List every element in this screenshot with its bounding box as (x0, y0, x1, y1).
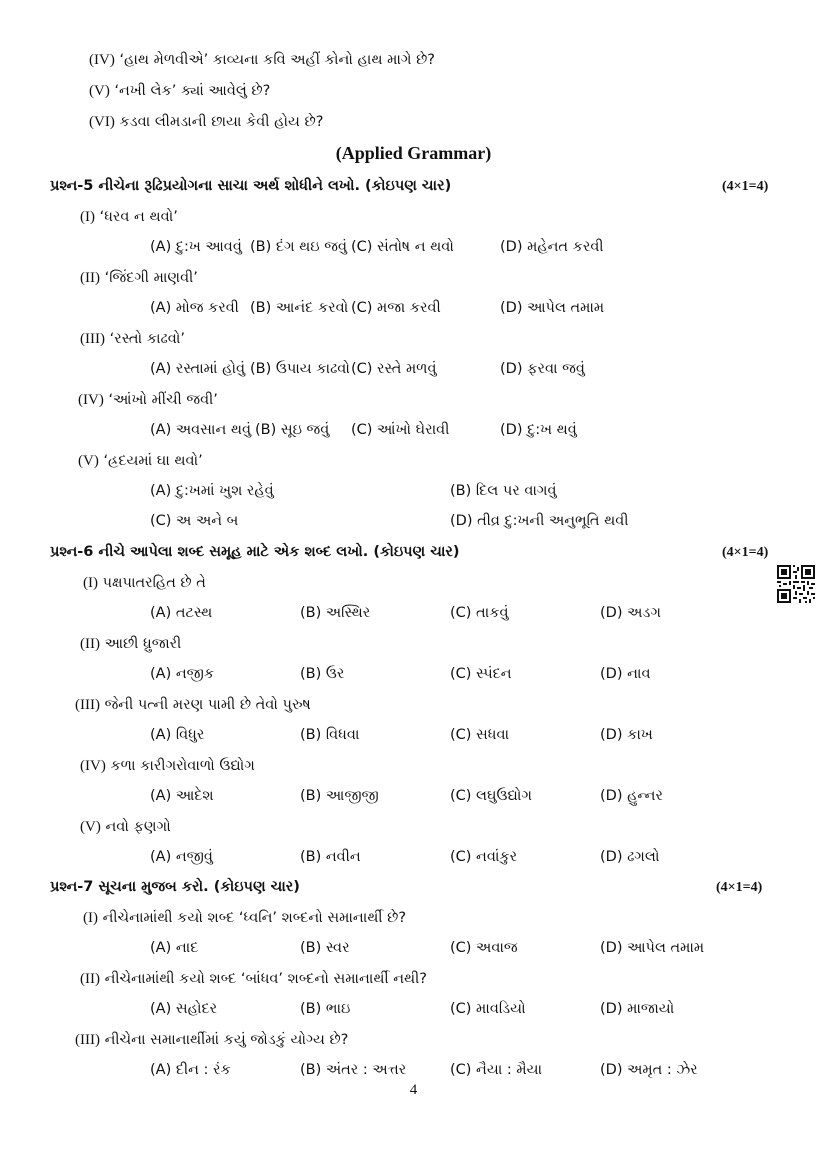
q6-item-4 (80, 756, 255, 776)
option-c: (C) માવડિયો (450, 1001, 526, 1017)
qr-code (777, 565, 815, 603)
q5-marks: (4×1=4) (722, 179, 769, 194)
option-c: (C) નૈયા : મૈયા (450, 1062, 543, 1078)
item-text: નીચેનામાંથી કયો શબ્દ ‘બાંધવ’ શબ્દનો સમાનાર્થી નથી? (104, 971, 427, 987)
option-b: (B) દિલ પર વાગવું (450, 483, 557, 499)
item-number: (I) (83, 575, 98, 591)
item-text: ‘ધરવ ન થવો’ (99, 209, 178, 225)
item-number: (III) (80, 331, 105, 347)
item-number: (I) (83, 910, 98, 926)
option-b: (B) દંગ થઇ જવું (250, 239, 347, 255)
item-text: જેની પત્ની મરણ પામી છે તેવો પુરુષ (104, 697, 311, 713)
item-number: (III) (75, 697, 100, 713)
option-c: (C) નવાંકુર (450, 849, 518, 865)
q5-item-5 (78, 451, 203, 471)
item-text: પક્ષપાતરહિત છે તે (102, 575, 206, 591)
question-v (89, 81, 270, 101)
option-d: (D) નાવ (600, 666, 651, 682)
item-text: કળા કારીગરોવાળો ઉદ્યોગ (110, 758, 255, 774)
option-d: (D) ઢગલો (600, 849, 660, 865)
option-d: (D) અડગ (600, 605, 661, 621)
option-c: (C) સધવા (450, 727, 510, 743)
option-c: (C) તાકવું (450, 605, 509, 621)
option-b: (B) સ્વર (300, 940, 350, 956)
item-number: (V) (80, 819, 101, 835)
q7-item-3 (75, 1030, 348, 1050)
option-c: (C) આંખો ઘેરાવી (351, 422, 450, 438)
q5-item-2 (80, 268, 198, 288)
q6-item-3 (75, 695, 311, 715)
option-d: (D) માજાયો (600, 1001, 675, 1017)
option-a: (A) રસ્તામાં હોવું (150, 361, 246, 377)
option-a: (A) નાદ (150, 940, 199, 956)
option-b: (B) આનંદ કરવો (250, 300, 349, 316)
option-c: (C) સ્પંદન (450, 666, 512, 682)
option-a: (A) દુ:ખમાં ખુશ રહેવું (150, 483, 274, 499)
option-c: (C) સંતોષ ન થવો (351, 239, 454, 255)
q7-marks: (4×1=4) (716, 880, 763, 895)
page-number: 4 (409, 1082, 418, 1098)
item-text: નીચેના સમાનાર્થીમાં કયું જોડકું યોગ્ય છે? (104, 1032, 349, 1048)
q6-item-2 (80, 634, 181, 654)
option-a: (A) આદેશ (150, 788, 214, 804)
item-number: (II) (80, 636, 100, 652)
item-text: નીચેનામાંથી કયો શબ્દ ‘ધ્વનિ’ શબ્દનો સમાનાર્થી છે? (102, 910, 407, 926)
q6-item-1 (83, 573, 206, 593)
option-a: (A) નજીક (150, 666, 215, 682)
item-text: ‘જિંદગી માણવી’ (104, 270, 198, 286)
option-d: (D) કાખ (600, 727, 653, 743)
item-text: ‘રસ્તો કાઢવો’ (109, 331, 185, 347)
option-b: (B) ઉપાય કાઢવો (250, 361, 350, 377)
option-a: (A) સહોદર (150, 1001, 218, 1017)
option-a: (A) દુ:ખ આવવું (150, 239, 242, 255)
q5-item-4 (78, 390, 218, 410)
item-text: આછી ધ્રુજારી (104, 636, 182, 652)
option-d: (D) તીવ્ર દુ:ખની અનુભૂતિ થવી (450, 513, 629, 529)
question-number: (IV) (89, 52, 115, 68)
q7-item-1 (83, 908, 406, 928)
option-c: (C) અ અને બ (150, 513, 239, 529)
option-b: (B) ઉર (300, 666, 345, 682)
option-c: (C) લઘુઉદ્યોગ (450, 788, 532, 804)
option-c: (C) અવાજ (450, 940, 518, 956)
q5-item-1 (80, 207, 178, 227)
q6-title: પ્રશ્ન-6 નીચે આપેલા શબ્દ સમૂહ માટે એક શબ્દ લખો. (કોઇપણ ચાર) (50, 544, 460, 560)
option-a: (A) નજીવું (150, 849, 213, 865)
q5-item-3 (80, 329, 185, 349)
question-vi (89, 112, 323, 132)
q6-marks: (4×1=4) (722, 545, 769, 560)
question-text: ‘નખી લેક’ ક્યાં આવેલું છે? (114, 83, 271, 99)
option-c: (C) મજા કરવી (351, 300, 441, 316)
question-text: ‘હાથ મેળવીએ’ કાવ્યના કવિ અહીં કોનો હાથ માગે છે? (119, 52, 435, 68)
option-d: (D) અમૃત : ઝેર (600, 1062, 698, 1078)
option-d: (D) આપેલ તમામ (600, 940, 705, 956)
option-d: (D) આપેલ તમામ (500, 300, 605, 316)
item-text: ‘હ્રદયમાં ઘા થવો’ (103, 453, 203, 469)
option-d: (D) મહેનત કરવી (500, 239, 604, 255)
option-b: (B) અંતર : અત્તર (300, 1062, 407, 1078)
option-a: (A) દીન : રંક (150, 1062, 231, 1078)
item-number: (II) (80, 270, 100, 286)
option-b: (B) ભાઇ (300, 1001, 351, 1017)
question-number: (VI) (89, 114, 115, 130)
option-b: (B) અસ્થિર (300, 605, 371, 621)
option-a: (A) મોજ કરવી (150, 300, 239, 316)
option-d: (D) ફરવા જવું (500, 361, 585, 377)
item-number: (V) (78, 453, 99, 469)
option-b: (B) સૂઇ જવું (255, 422, 330, 438)
option-a: (A) અવસાન થવું (150, 422, 252, 438)
item-number: (IV) (80, 758, 106, 774)
item-number: (IV) (78, 392, 104, 408)
option-b: (B) વિધવા (300, 727, 360, 743)
option-d: (D) દુ:ખ થવું (500, 422, 577, 438)
q5-title: પ્રશ્ન-5 નીચેના રૂઢિપ્રયોગના સાચા અર્થ શોધીને લખો. (કોઇપણ ચાર) (50, 178, 452, 194)
q7-item-2 (80, 969, 427, 989)
q7-title: પ્રશ્ન-7 સૂચના મુજબ કરો. (કોઇપણ ચાર) (50, 879, 300, 895)
item-number: (I) (80, 209, 95, 225)
option-a: (A) તટસ્થ (150, 605, 213, 621)
item-text: નવો ફણગો (105, 819, 171, 835)
option-d: (D) હુન્નર (600, 788, 663, 804)
option-b: (B) આજીજી (300, 788, 379, 804)
question-text: કડવા લીમડાની છાયા કેવી હોય છે? (119, 114, 324, 130)
question-number: (V) (89, 83, 110, 99)
option-c: (C) રસ્તે મળવું (351, 361, 437, 377)
item-number: (II) (80, 971, 100, 987)
option-a: (A) વિધુર (150, 727, 205, 743)
section-heading: (Applied Grammar) (335, 143, 492, 163)
question-iv (89, 50, 435, 70)
option-b: (B) નવીન (300, 849, 361, 865)
q6-item-5 (80, 817, 171, 837)
item-number: (III) (75, 1032, 100, 1048)
item-text: ‘આંખો મીંચી જવી’ (108, 392, 218, 408)
